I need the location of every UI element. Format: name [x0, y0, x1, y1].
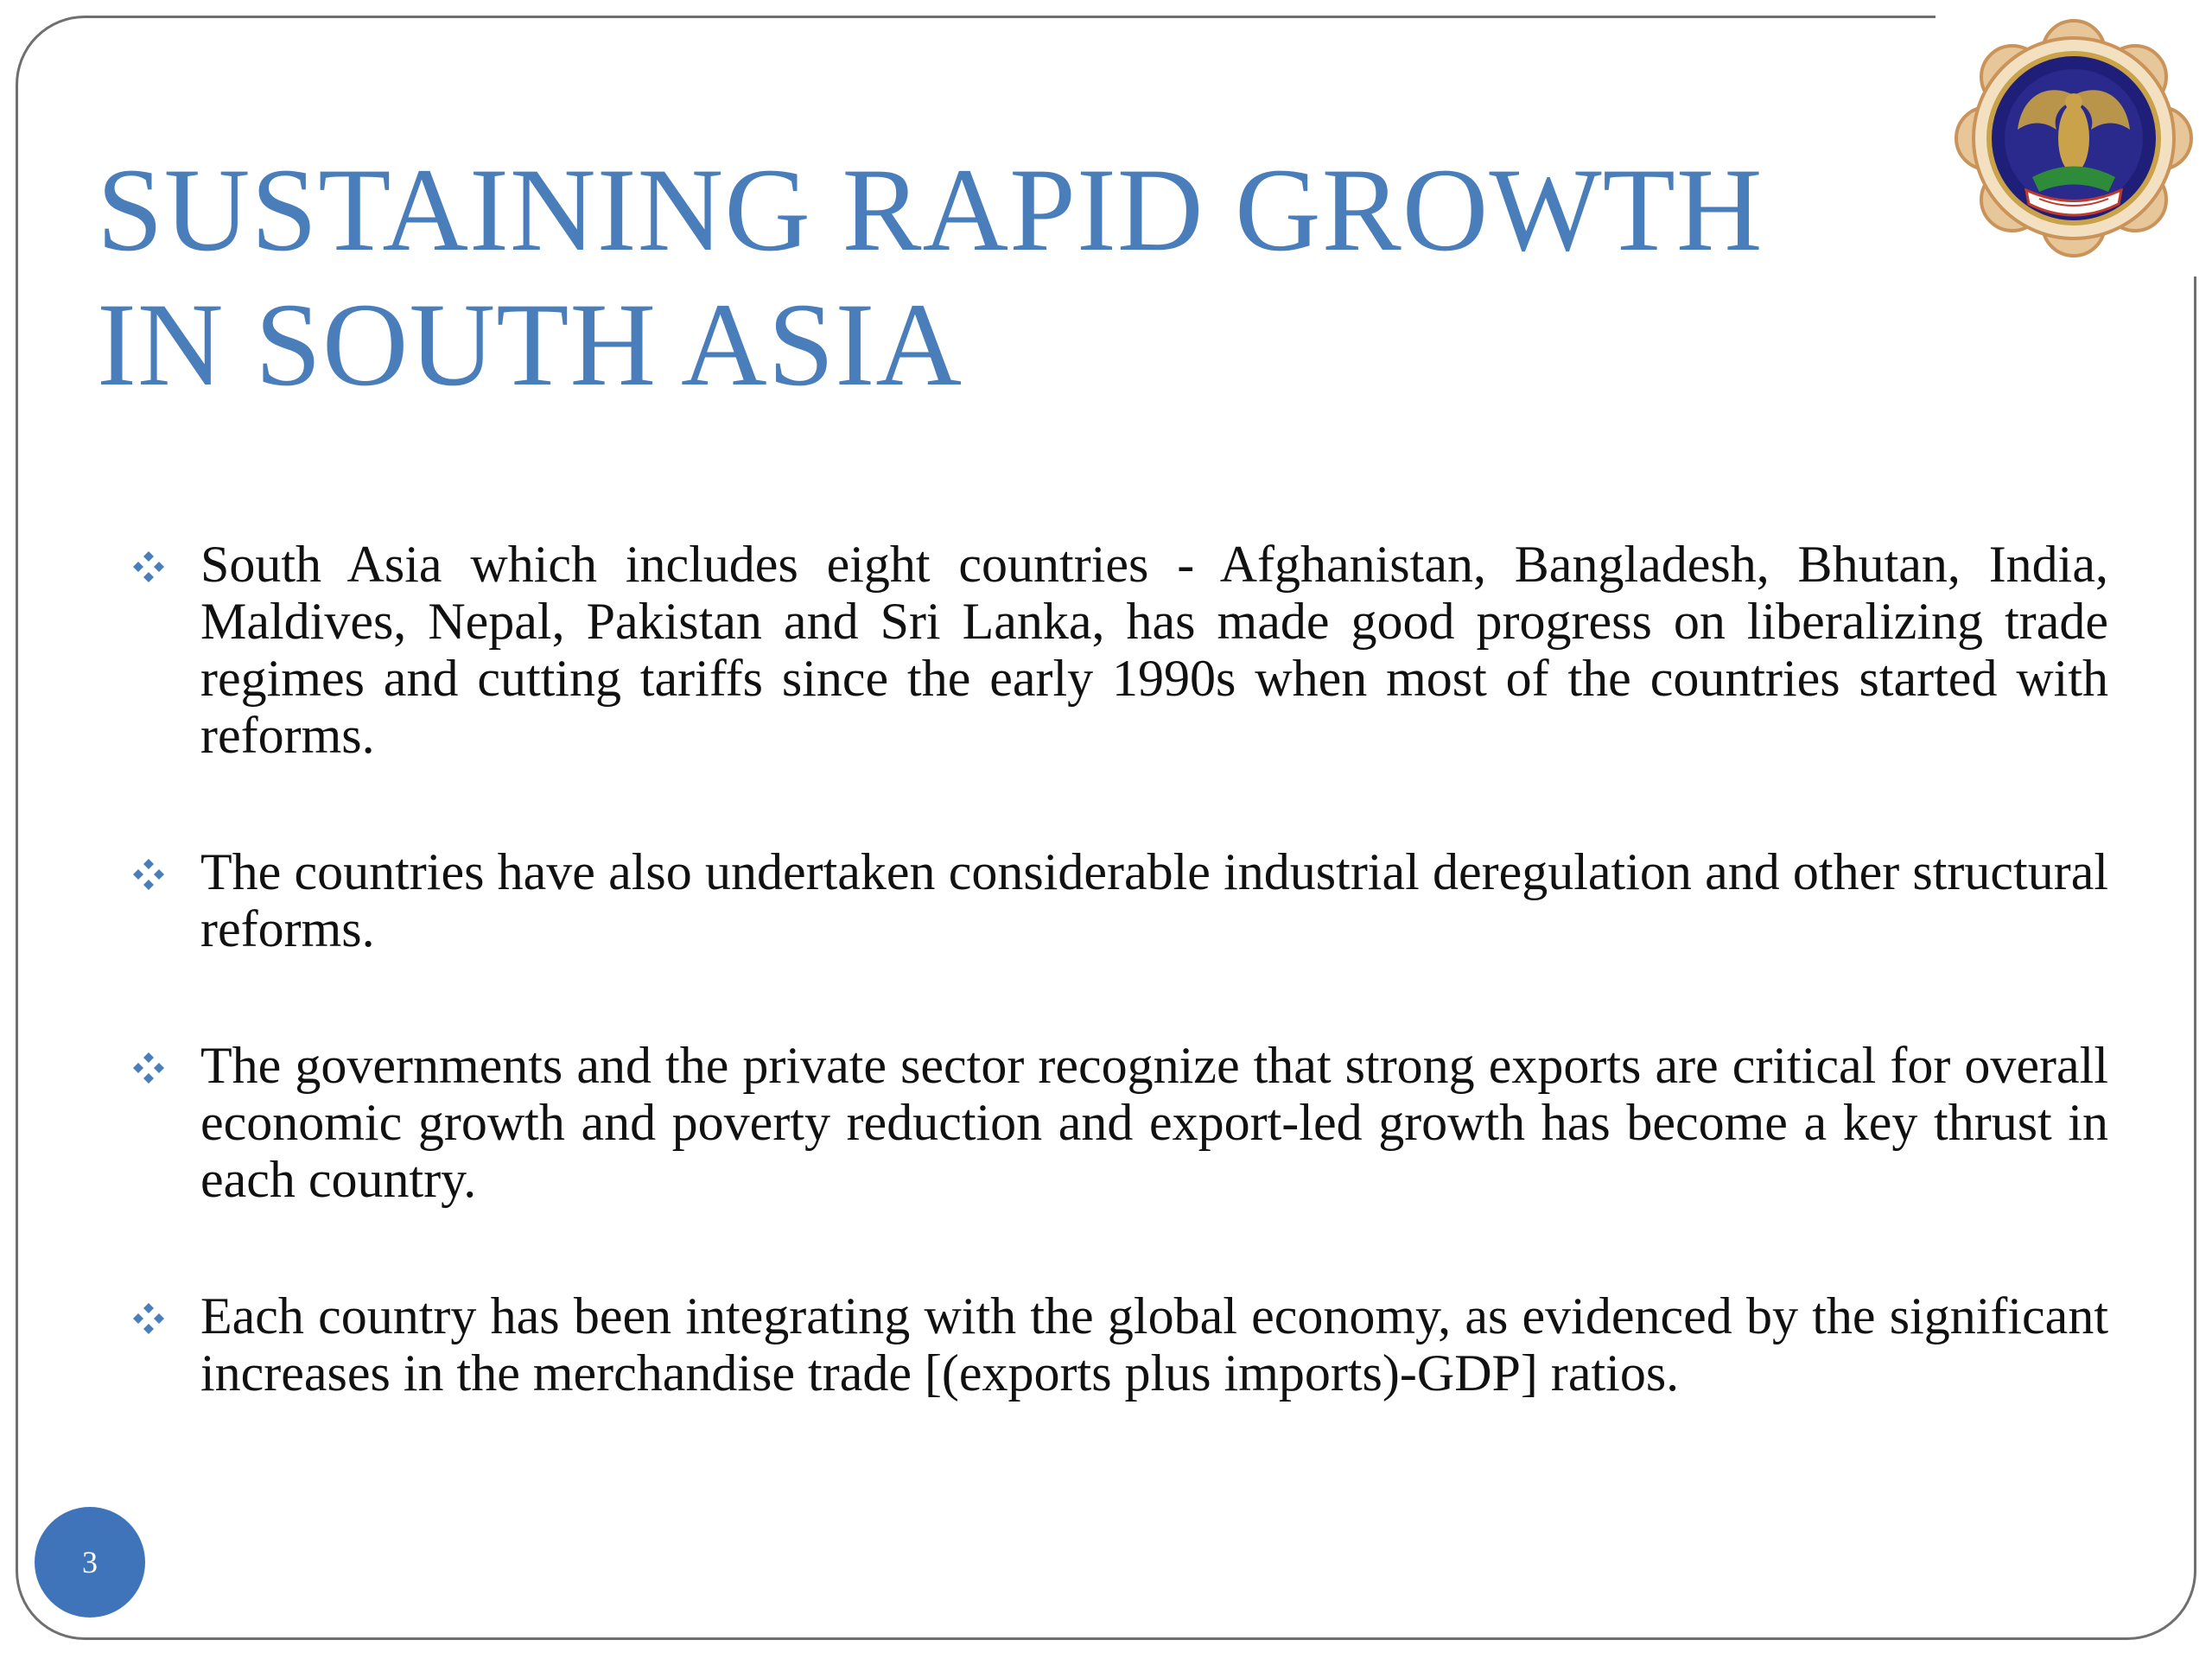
bullet-text: The countries have also undertaken considerable industrial deregulation and other structural reforms.: [200, 843, 2108, 957]
bullet-item: [130, 1037, 2108, 1208]
slide-title-line-1: SUSTAINING RAPID GROWTH: [97, 143, 1764, 276]
bullet-text: Each country has been integrating with the global economy, as evidenced by the significant increases in the merchandise trade [(exports plus imports)-GDP] ratios.: [200, 1287, 2108, 1402]
bullet-item: [130, 536, 2108, 764]
bullet-list: [130, 536, 2108, 1481]
bullet-item: [130, 1287, 2108, 1402]
slide-title: [97, 143, 1894, 412]
four-diamond-bullet-icon: [131, 550, 166, 584]
slide-title-line-2: IN SOUTH ASIA: [97, 278, 963, 410]
bullet-item: [130, 843, 2108, 957]
page-number-badge: 3: [35, 1507, 145, 1618]
four-diamond-bullet-icon: [131, 1301, 166, 1336]
bullet-text: South Asia which includes eight countries - Afghanistan, Bangladesh, Bhutan, India, Maldives, Nepal, Pakistan and Sri Lanka, has made good progress on liberalizing trade regimes and cutting tariffs since the early 1990s when most of the countries started with reforms.: [200, 536, 2108, 764]
four-diamond-bullet-icon: [131, 857, 166, 892]
bullet-text: The governments and the private sector recognize that strong exports are critical for overall economic growth and poverty reduction and export-led growth has become a key thrust in each country.: [200, 1037, 2108, 1208]
institute-emblem-logo: [1936, 0, 2212, 276]
four-diamond-bullet-icon: [131, 1051, 166, 1085]
